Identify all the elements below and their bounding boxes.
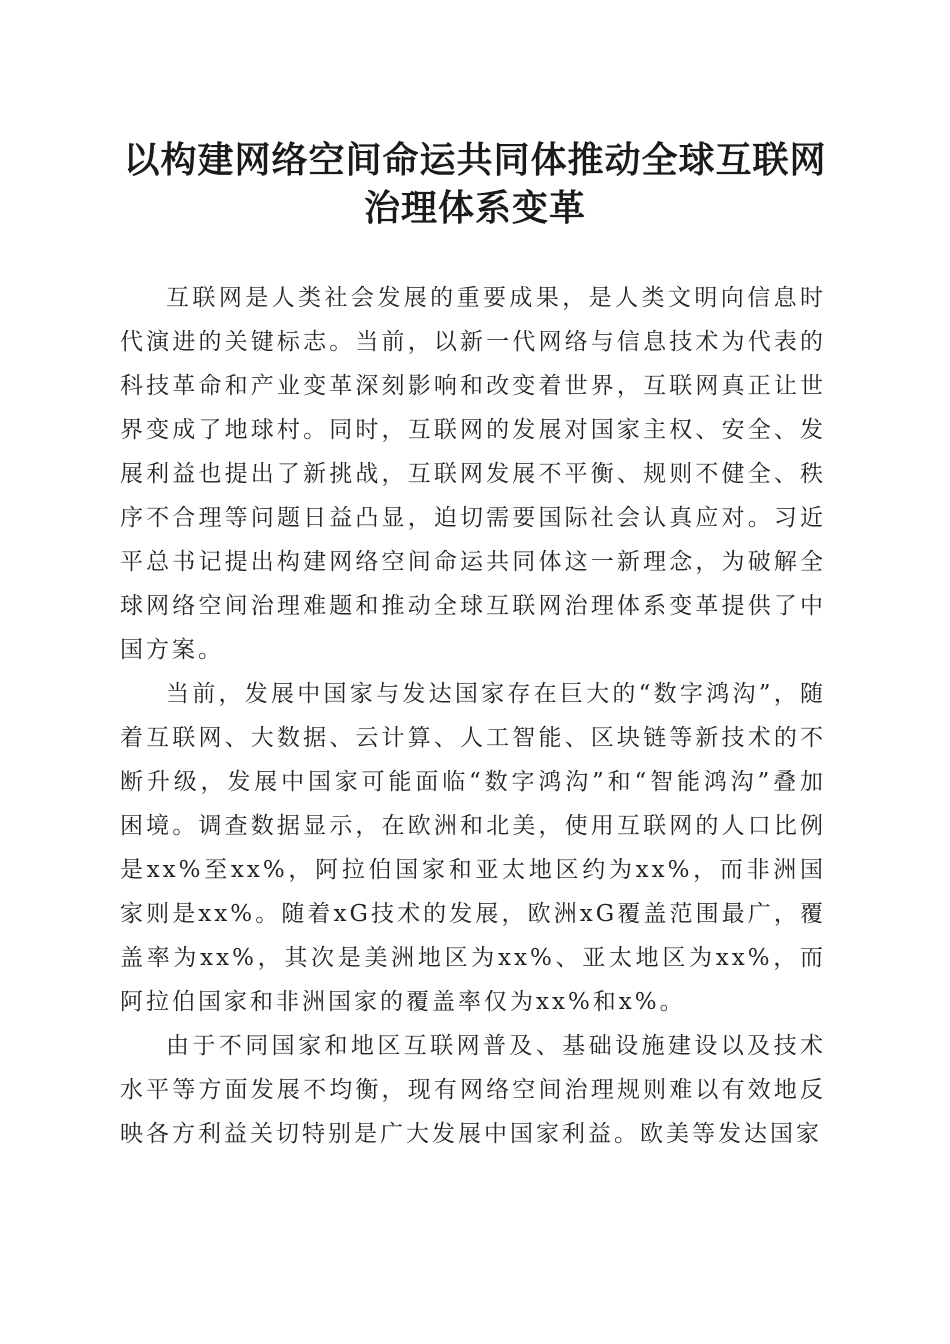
paragraph-3: 由于不同国家和地区互联网普及、基础设施建设以及技术水平等方面发展不均衡，现有网络空间治理规则难以有效地反映各方利益关切特别是广大发展中国家利益。欧美等发达国家 <box>120 1033 826 1147</box>
document-body <box>120 276 826 1156</box>
paragraph-2: 当前，发展中国家与发达国家存在巨大的“数字鸿沟”，随着互联网、大数据、云计算、人工智能、区块链等新技术的不断升级，发展中国家可能面临“数字鸿沟”和“智能鸿沟”叠加困境。调查数据显示，在欧洲和北美，使用互联网的人口比例是xx%至xx%，阿拉伯国家和亚太地区约为xx%，而非洲国家则是xx%。随着xG技术的发展，欧洲xG覆盖范围最广，覆盖率为xx%，其次是美洲地区为xx%、亚太地区为xx%，而阿拉伯国家和非洲国家的覆盖率仅为xx%和x%。 <box>120 681 826 1015</box>
paragraph-1: 互联网是人类社会发展的重要成果，是人类文明向信息时代演进的关键标志。当前，以新一代网络与信息技术为代表的科技革命和产业变革深刻影响和改变着世界，互联网真正让世界变成了地球村。同时，互联网的发展对国家主权、安全、发展利益也提出了新挑战，互联网发展不平衡、规则不健全、秩序不合理等问题日益凸显，迫切需要国际社会认真应对。习近平总书记提出构建网络空间命运共同体这一新理念，为破解全球网络空间治理难题和推动全球互联网治理体系变革提供了中国方案。 <box>120 285 826 663</box>
document-title: 以构建网络空间命运共同体推动全球互联网治理体系变革 <box>123 139 827 229</box>
